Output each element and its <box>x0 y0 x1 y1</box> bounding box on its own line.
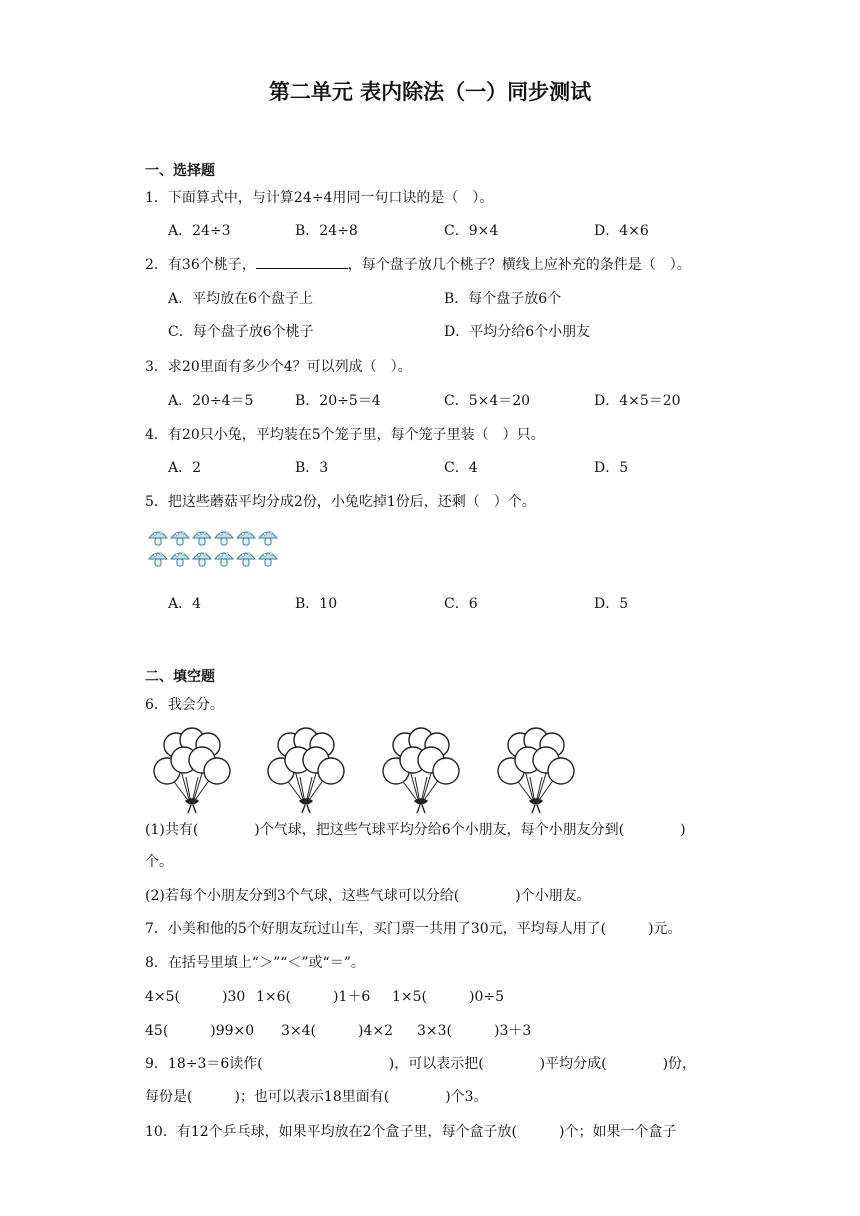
section-heading-choice: 一、选择题 <box>145 163 215 179</box>
q1-option-d: D．4×6 <box>594 223 649 239</box>
page-title: 第二单元 表内除法（一）同步测试 <box>268 80 592 104</box>
question-3: 3．求20里面有多少个4？可以列成（ ）。 <box>145 359 412 375</box>
q4-option-c: C．4 <box>444 460 478 476</box>
q4-option-b: B．3 <box>295 460 329 476</box>
question-8: 8．在括号里填上“＞”“＜”或“＝”。 <box>145 955 365 971</box>
balloon-bunch-2 <box>266 725 348 815</box>
mushroom-picture <box>145 526 285 570</box>
q3-option-a: A．20÷4＝5 <box>168 393 254 409</box>
q3-option-c: C．5×4＝20 <box>444 393 531 409</box>
question-6: 6．我会分。 <box>145 697 224 713</box>
q8-item-4: 45( )99×0 <box>145 1023 255 1039</box>
q2-option-b: B．每个盘子放6个 <box>444 291 562 307</box>
q2-prefix: 2．有36个桃子， <box>145 257 256 273</box>
q4-option-d: D．5 <box>594 460 629 476</box>
question-6-part-1: (1)共有( )个气球，把这些气球平均分给6个小朋友，每个小朋友分到( ) <box>145 822 686 838</box>
q8-item-6: 3×3( )3＋3 <box>417 1023 532 1039</box>
q8-item-5: 3×4( )4×2 <box>281 1023 394 1039</box>
question-6-part-1-cont: 个。 <box>145 854 173 870</box>
q2-underline-blank <box>256 256 348 269</box>
balloon-bunch-3 <box>381 725 463 815</box>
question-1: 1．下面算式中，与计算24÷4用同一句口诀的是（ ）。 <box>145 190 494 206</box>
q3-option-b: B．20÷5＝4 <box>295 393 381 409</box>
q2-option-a: A．平均放在6个盘子上 <box>168 291 314 307</box>
q5-option-a: A．4 <box>168 596 202 612</box>
q8-item-1: 4×5( )30 <box>145 989 246 1005</box>
question-4: 4．有20只小兔，平均装在5个笼子里，每个笼子里装（ ）只。 <box>145 427 545 443</box>
q1-option-a: A．24÷3 <box>168 223 231 239</box>
q1-option-b: B．24÷8 <box>295 223 358 239</box>
balloon-bunch-1 <box>152 725 234 815</box>
question-10: 10．有12个乒乓球，如果平均放在2个盒子里，每个盒子放( )个；如果一个盒子 <box>145 1124 677 1140</box>
question-6-part-2: (2)若每个小朋友分到3个气球，这些气球可以分给( )个小朋友。 <box>145 888 591 904</box>
section-heading-fill: 二、填空题 <box>145 669 215 685</box>
question-2 <box>145 254 691 274</box>
question-7: 7．小美和他的5个好朋友玩过山车，买门票一共用了30元，平均每人用了( )元。 <box>145 921 682 937</box>
q1-option-c: C．9×4 <box>444 223 499 239</box>
question-9-line-1: 9．18÷3＝6读作( )，可以表示把( )平均分成( )份， <box>145 1056 697 1072</box>
q8-item-3: 1×5( )0÷5 <box>392 989 505 1005</box>
q5-option-b: B．10 <box>295 596 338 612</box>
q3-option-d: D．4×5＝20 <box>594 393 681 409</box>
q2-suffix: ，每个盘子放几个桃子？横线上应补充的条件是（ ）。 <box>347 257 691 273</box>
q5-option-d: D．5 <box>594 596 629 612</box>
q2-option-c: C．每个盘子放6个桃子 <box>168 324 314 340</box>
question-9-line-2: 每份是( )；也可以表示18里面有( )个3。 <box>145 1089 488 1105</box>
q5-option-c: C．6 <box>444 596 478 612</box>
q4-option-a: A．2 <box>168 460 202 476</box>
q8-item-2: 1×6( )1＋6 <box>256 989 371 1005</box>
question-5: 5．把这些蘑菇平均分成2份，小兔吃掉1份后，还剩（ ）个。 <box>145 494 536 510</box>
q2-option-d: D．平均分给6个小朋友 <box>444 324 591 340</box>
balloon-bunch-4 <box>496 725 578 815</box>
